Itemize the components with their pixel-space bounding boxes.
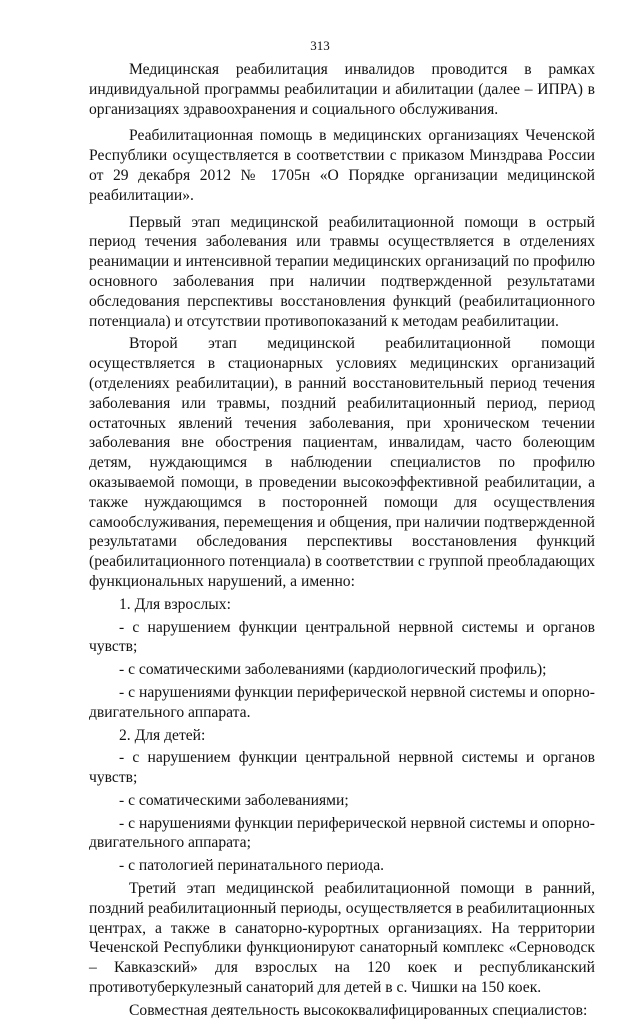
list-heading-adults: 1. Для взрослых:: [119, 595, 231, 613]
list-item-children-somatic: - с соматическими заболеваниями;: [119, 791, 349, 809]
list-item-adults-cns: - с нарушением функции центральной нервной системы и органов чувств;: [89, 618, 595, 656]
page-number: 313: [310, 38, 330, 53]
paragraph-second-stage: Второй этап медицинской реабилитационной помощи осуществляется в стационарных условиях медицинских организаций (отделениях реабилитации), в ранний восстановительный период течения заболевания или травмы, поздний реабилитационный период, период остаточных явлений течения заболевания, при хроническом течении заболевания вне обострения пациентам, инвалидам, часто болеющим детям, нуждающимся в наблюдении специалистов по профилю оказываемой помощи, в проведении высокоэффективной реабилитации, а также нуждающимся в посторонней помощи для осуществления самообслуживания, перемещения и общения, при наличии подтвержденной результатами обследования перспективы восстановления функций (реабилитационного потенциала) в соответствии с группой преобладающих функциональных нарушений, а именно:: [89, 335, 595, 590]
paragraph-third-stage: Третий этап медицинской реабилитационной помощи в ранний, поздний реабилитационный периоды, осуществляется в реабилитационных центрах, а также в санаторно-курортных организациях. На территории Чеченской Республики функционируют санаторный комплекс «Серноводск – Кавказский» для взрослых на 120 коек и республиканский противотуберкулезный санаторий для детей в с. Чишки на 150 коек.: [89, 880, 595, 997]
list-item-children-cns: - с нарушением функции центральной нервной системы и органов чувств;: [89, 749, 595, 787]
list-item-children-pns: - с нарушениями функции периферической нервной системы и опорно-двигательного аппарата;: [89, 814, 595, 852]
list-item-adults-somatic: - с соматическими заболеваниями (кардиологический профиль);: [119, 661, 547, 679]
list-heading-children: 2. Для детей:: [119, 726, 206, 744]
paragraph-joint-activity: Совместная деятельность высококвалифицированных специалистов:: [129, 1001, 588, 1019]
paragraph-first-stage: Первый этап медицинской реабилитационной помощи в острый период течения заболевания или травмы осуществляется в отделениях реанимации и интенсивной терапии медицинских организаций по профилю основного заболевания при наличии подтвержденной результатами обследования перспективы восстановления функций (реабилитационного потенциала) и отсутствии противопоказаний к методам реабилитации.: [89, 213, 595, 330]
paragraph-rehab-ipra: Медицинская реабилитация инвалидов проводится в рамках индивидуальной программы реабилитации и абилитации (далее – ИПРА) в организациях здравоохранения и социального обслуживания.: [89, 61, 595, 118]
list-item-children-perinatal: - с патологией перинатального периода.: [119, 857, 385, 875]
paragraph-order-1705n: Реабилитационная помощь в медицинских организациях Чеченской Республики осуществляется в соответствии с приказом Минздрава России от 29 декабря 2012 № 1705н «О Порядке организации медицинской реабилитации».: [89, 127, 595, 204]
document-body: [89, 60, 595, 1021]
list-item-adults-pns: - с нарушениями функции периферической нервной системы и опорно-двигательного аппарата.: [89, 683, 595, 721]
